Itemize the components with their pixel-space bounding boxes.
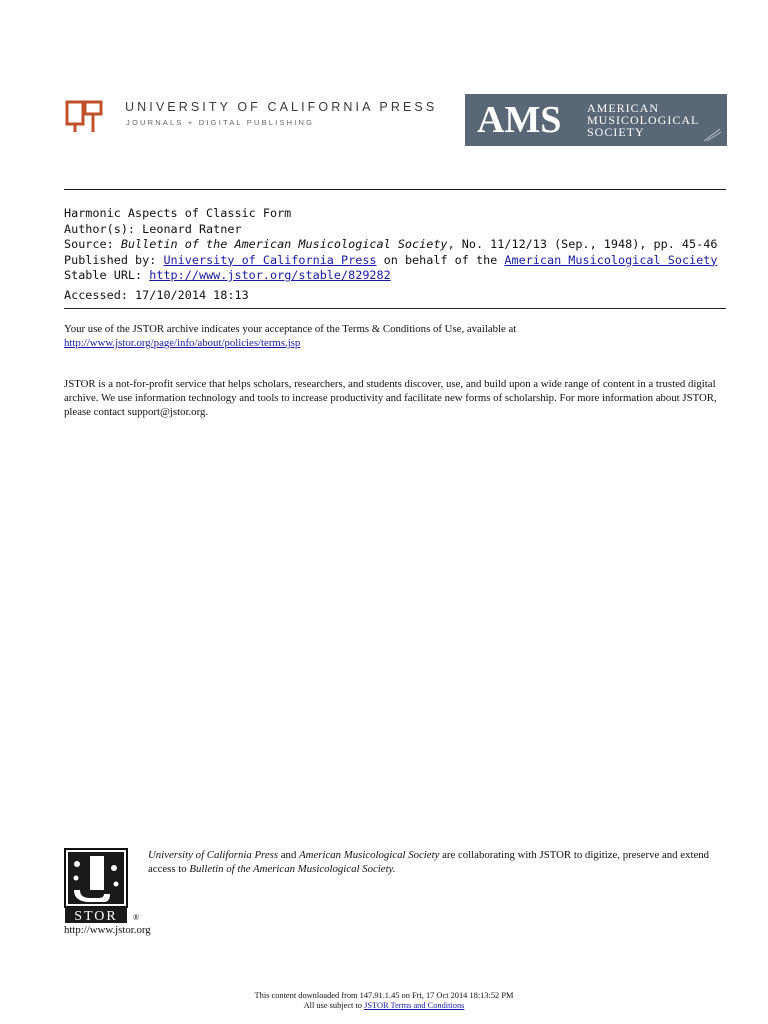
- source-line: [64, 237, 717, 253]
- authors-line: [64, 222, 717, 238]
- source-label: Source:: [64, 237, 114, 251]
- source-details: , No. 11/12/13 (Sep., 1948), pp. 45-46: [447, 237, 718, 251]
- authors-label: Author(s):: [64, 221, 136, 236]
- collab-and: and: [280, 849, 297, 861]
- stable-url-line: [64, 268, 717, 284]
- collab-partner1: University of California Press: [148, 849, 279, 861]
- article-title: Harmonic Aspects of Classic Form: [64, 206, 292, 220]
- terms-notice: [64, 322, 726, 350]
- accessed-date: 17/10/2014 18:13: [135, 287, 249, 302]
- jstor-logo-icon: [64, 848, 130, 924]
- jstor-terms-link[interactable]: JSTOR Terms and Conditions: [364, 1001, 465, 1010]
- collab-middle: are collaborating with JSTOR to digitize, preserve and extend access to: [148, 849, 710, 875]
- accessed-line: [64, 288, 717, 304]
- download-line: This content downloaded from 147.91.1.45 on Fri, 17 Oct 2014 18:13:52 PM: [254, 991, 514, 1000]
- accessed-label: Accessed:: [64, 287, 128, 302]
- metadata-divider: [64, 308, 726, 309]
- ams-logo: [465, 94, 727, 146]
- collab-journal: Bulletin of the American Musicological Society.: [189, 863, 396, 875]
- publisher-link[interactable]: University of California Press: [163, 252, 377, 267]
- header-divider: [64, 189, 726, 190]
- source-journal: Bulletin of the American Musicological Society: [120, 237, 448, 251]
- ams-name: [587, 102, 699, 138]
- society-link[interactable]: American Musicological Society: [504, 252, 718, 267]
- download-footer: [0, 991, 768, 1011]
- published-line: [64, 253, 717, 269]
- published-label: Published by:: [64, 252, 157, 267]
- stable-url-label: Stable URL:: [64, 268, 143, 282]
- jstor-url[interactable]: http://www.jstor.org: [64, 924, 151, 936]
- terms-text: Your use of the JSTOR archive indicates your acceptance of the Terms & Conditions of Use, available at: [64, 323, 517, 335]
- stable-url-link[interactable]: http://www.jstor.org/stable/829282: [149, 268, 391, 282]
- ams-acronym: AMS: [477, 99, 562, 141]
- jstor-wordmark: STOR: [74, 909, 118, 924]
- music-note-icon: [701, 126, 723, 144]
- terms-link[interactable]: http://www.jstor.org/page/info/about/policies/terms.jsp: [64, 337, 301, 349]
- collaboration-statement: [148, 848, 728, 876]
- ams-name-line: AMERICAN: [587, 101, 660, 115]
- publisher-name: UNIVERSITY OF CALIFORNIA PRESS: [125, 100, 438, 114]
- registered-mark: ®: [133, 913, 140, 922]
- collab-partner2: American Musicological Society: [299, 849, 440, 861]
- about-jstor: JSTOR is a not-for-profit service that helps scholars, researchers, and students discover, use, and build upon a wide range of content in a trusted digital archive. We use information technology and tools to increase productivity and facilitate new forms of scholarship. For more information about JSTOR, please contact support@jstor.org.: [64, 378, 717, 418]
- use-prefix: All use subject to: [303, 1001, 362, 1010]
- ams-name-line: SOCIETY: [587, 125, 645, 139]
- publisher-tagline: JOURNALS + DIGITAL PUBLISHING: [126, 118, 315, 127]
- article-metadata: [64, 206, 717, 303]
- authors-value: Leonard Ratner: [142, 221, 242, 236]
- on-behalf-text: on behalf of the: [383, 252, 498, 267]
- use-line: [0, 1001, 768, 1011]
- ucp-logo-icon: [65, 100, 103, 134]
- ams-name-line: MUSICOLOGICAL: [587, 113, 700, 127]
